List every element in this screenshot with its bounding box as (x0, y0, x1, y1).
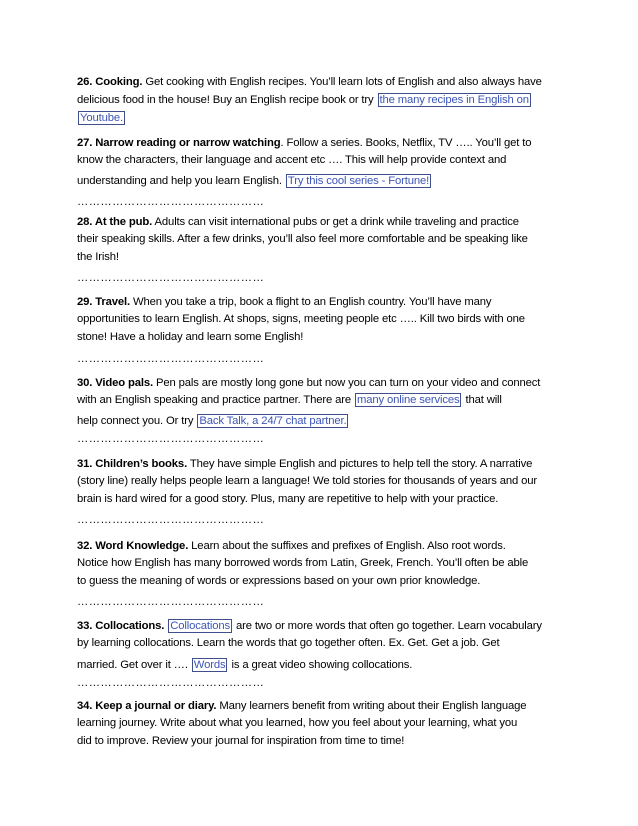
hyperlink[interactable]: Try this cool series - Fortune! (287, 175, 430, 187)
dotted-separator: ………………………………………… (77, 196, 265, 208)
dotted-separator: ………………………………………… (77, 514, 265, 526)
item-title: 26. Cooking. (77, 76, 143, 88)
body-text: that will (462, 394, 502, 406)
dotted-separator: ………………………………………… (77, 353, 265, 365)
hyperlink[interactable]: Youtube. (80, 112, 123, 124)
text-line (77, 374, 540, 392)
body-text: learning journey. Write about what you learned, how you feel about your learning, what you (77, 717, 518, 729)
dotted-separator: ………………………………………… (77, 677, 265, 689)
text-line (77, 537, 506, 555)
item-title: 28. At the pub. (77, 216, 153, 228)
body-text: Get cooking with English recipes. You’ll learn lots of English and also always have (142, 76, 542, 88)
text-line (77, 213, 519, 231)
text-line (77, 732, 404, 750)
body-text: stone! Have a holiday and learn some English! (77, 331, 304, 343)
hyperlink[interactable]: the many recipes in English on (379, 94, 529, 106)
body-text: delicious food in the house! Buy an English recipe book or try (77, 94, 377, 106)
text-line (77, 172, 432, 190)
item-title: 31. Children’s books. (77, 458, 188, 470)
body-text: their speaking skills. After a few drinks, you’ll also feel more comfortable and be speaking like (77, 233, 528, 245)
text-line (77, 293, 491, 311)
body-text: is a great video showing collocations. (228, 659, 413, 671)
item-title: 30. Video pals. (77, 377, 154, 389)
body-text: are two or more words that often go together. Learn vocabulary (232, 620, 542, 632)
body-text: understanding and help you learn English. (77, 175, 285, 187)
text-line (77, 109, 126, 127)
text-line (77, 472, 537, 490)
body-text: married. Get over it …. (77, 659, 191, 671)
text-line (77, 412, 349, 430)
body-text: . Follow a series. Books, Netflix, TV ….. You’ll get to (280, 137, 532, 149)
body-text: When you take a trip, book a flight to an English country. You’ll have many (130, 296, 492, 308)
hyperlink[interactable]: Words (193, 659, 226, 671)
text-line (77, 697, 526, 715)
text-line (77, 328, 303, 346)
body-text: know the characters, their language and accent etc …. This will help provide context and (77, 154, 507, 166)
item-title: 34. Keep a journal or diary. (77, 700, 217, 712)
body-text: Pen pals are mostly long gone but now you can turn on your video and connect (153, 377, 541, 389)
dotted-separator: ………………………………………… (77, 433, 265, 445)
body-text: to guess the meaning of words or expressions based on your own prior knowledge. (77, 575, 481, 587)
text-line (77, 455, 532, 473)
body-text: Adults can visit international pubs or get a drink while traveling and practice (152, 216, 519, 228)
body-text: Learn about the suffixes and prefixes of English. Also root words. (188, 540, 506, 552)
text-line (77, 572, 480, 590)
text-line (77, 91, 532, 109)
hyperlink[interactable]: many online services (356, 394, 460, 406)
body-text: with an English speaking and practice partner. There are (77, 394, 354, 406)
text-line (77, 490, 498, 508)
text-line (77, 554, 528, 572)
text-line (77, 134, 531, 152)
body-text: opportunities to learn English. At shops, signs, meeting people etc ….. Kill two birds with one (77, 313, 525, 325)
body-text: Many learners benefit from writing about their English language (216, 700, 527, 712)
text-line (77, 656, 412, 674)
body-text: Notice how English has many borrowed words from Latin, Greek, French. You’ll often be able (77, 557, 529, 569)
body-text: They have simple English and pictures to help tell the story. A narrative (187, 458, 533, 470)
item-title: 33. Collocations. (77, 620, 168, 632)
body-text: brain is hard wired for a good story. Plus, many are repetitive to help with your practice. (77, 493, 499, 505)
body-text: help connect you. Or try (77, 415, 197, 427)
body-text: by learning collocations. Learn the words that go together often. Ex. Get. Get a job. Get (77, 637, 500, 649)
dotted-separator: ………………………………………… (77, 272, 265, 284)
item-title: 29. Travel. (77, 296, 130, 308)
item-title: 27. Narrow reading or narrow watching (77, 137, 281, 149)
body-text: (story line) really helps people learn a language! We told stories for thousands of years and our (77, 475, 537, 487)
text-line (77, 617, 542, 635)
text-line (77, 248, 119, 266)
body-text: did to improve. Review your journal for inspiration from time to time! (77, 735, 405, 747)
text-line (77, 151, 506, 169)
text-line (77, 230, 528, 248)
body-text: the Irish! (77, 251, 119, 263)
dotted-separator: ………………………………………… (77, 596, 265, 608)
text-line (77, 634, 499, 652)
text-line (77, 73, 542, 91)
hyperlink[interactable]: Collocations (170, 620, 230, 632)
hyperlink[interactable]: Back Talk, a 24/7 chat partner. (199, 415, 347, 427)
text-line (77, 391, 502, 409)
text-line (77, 714, 517, 732)
item-title: 32. Word Knowledge. (77, 540, 189, 552)
text-line (77, 310, 525, 328)
